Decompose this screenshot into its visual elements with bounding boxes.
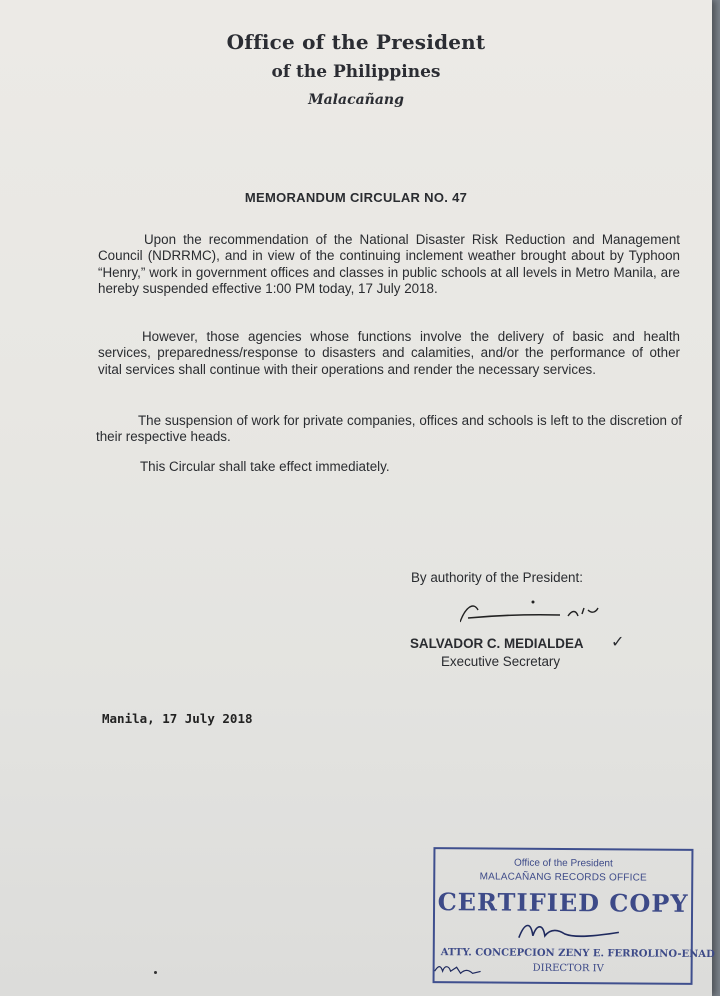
stamp-signature (515, 918, 625, 949)
memo-paragraph-4: This Circular shall take effect immediately. (140, 459, 390, 474)
memo-paragraph-3: The suspension of work for private companies, offices and schools is left to the discretion of their respective heads. (96, 413, 682, 445)
certified-copy-stamp (433, 847, 715, 985)
office-location: Malacañang (308, 92, 404, 108)
memo-title: MEMORANDUM CIRCULAR NO. 47 (244, 190, 468, 205)
place-and-date: Manila, 17 July 2018 (102, 711, 253, 726)
memo-paragraph-1: Upon the recommendation of the National Disaster Risk Reduction and Management Council (NDRRMC), and in view of the continuing inclement weather brought about by Typhoon “Henry,” work in government offices and classes in public schools at all levels in Metro Manila, are hereby suspended effective 1:00 PM today, 17 July 2018. (98, 232, 680, 297)
authority-line: By authority of the President: (411, 570, 583, 585)
stamp-office-line: Office of the President (513, 857, 613, 870)
stamp-certified-copy: CERTIFIED COPY (437, 887, 689, 918)
stamp-officer-name: ATTY. CONCEPCION ZENY E. FERROLINO-ENAD (440, 947, 715, 961)
signatory-name: SALVADOR C. MEDIALDEA (410, 636, 584, 651)
stamp-handwritten-initials (433, 959, 493, 979)
signatory-title: Executive Secretary (441, 654, 561, 669)
check-mark-icon: ✓ (611, 634, 625, 651)
stamp-records-line: MALACAÑANG RECORDS OFFICE (479, 871, 647, 884)
paper-speck (154, 971, 157, 974)
handwritten-signature (460, 596, 610, 636)
office-header: Office of the President (226, 30, 486, 54)
memo-paragraph-2: However, those agencies whose functions involve the delivery of basic and health services, preparedness/response to disasters and calamities, and/or the performance of other vital services shall continue with their operations and render the necessary services. (98, 329, 680, 377)
office-subheader: of the Philippines (271, 62, 441, 82)
stamp-officer-title: DIRECTOR IV (532, 962, 604, 975)
